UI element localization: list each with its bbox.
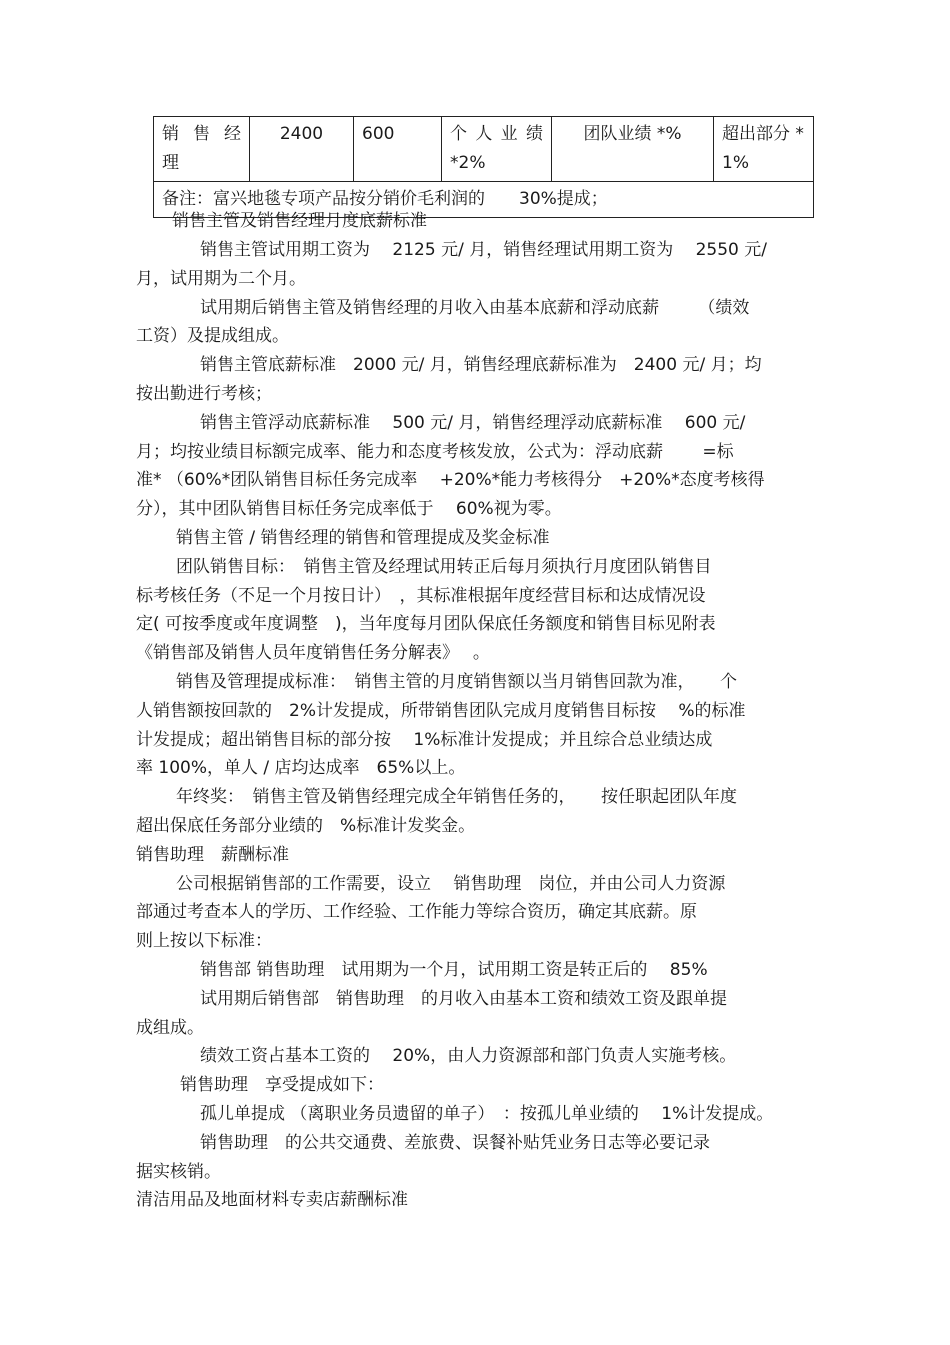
paragraph-line: 销售主管底薪标准 2000 元/ 月，销售经理底薪标准为 2400 元/ 月；均 [200, 355, 762, 375]
paragraph-line: 人销售额按回款的 2%计发提成，所带销售团队完成月度销售目标按 %的标准 [136, 701, 746, 721]
table-row [154, 117, 814, 182]
paragraph-line: 团队销售目标： 销售主管及经理试用转正后每月须执行月度团队销售目 [176, 557, 712, 577]
paragraph-line: 月；均按业绩目标额完成率、能力和态度考核发放，公式为：浮动底薪 =标 [136, 442, 734, 462]
paragraph-line: 销售部 销售助理 试用期为一个月，试用期工资是转正后的 85% [200, 960, 708, 980]
table-cell-base-salary: 2400 [250, 117, 354, 182]
paragraph-line: 公司根据销售部的工作需要，设立 销售助理 岗位，并由公司人力资源 [176, 874, 726, 894]
paragraph-line: 销售主管试用期工资为 2125 元/ 月，销售经理试用期工资为 2550 元/ [200, 240, 768, 260]
paragraph-line: 超出保底任务部分业绩的 %标准计发奖金。 [136, 816, 476, 836]
paragraph-line: 孤儿单提成 （离职业务员遗留的单子） ：按孤儿单业绩的 1%计发提成。 [200, 1104, 774, 1124]
paragraph-line: 试用期后销售主管及销售经理的月收入由基本底薪和浮动底薪 （绩效 [200, 298, 750, 318]
paragraph-line: 月，试用期为二个月。 [136, 269, 306, 289]
paragraph-line: 《销售部及销售人员年度销售任务分解表》 。 [136, 643, 490, 663]
paragraph-line: 销售及管理提成标准： 销售主管的月度销售额以当月销售回款为准， 个 [176, 672, 737, 692]
paragraph-line: 销售助理 的公共交通费、差旅费、误餐补贴凭业务日志等必要记录 [200, 1133, 710, 1153]
salary-table [153, 116, 814, 218]
paragraph-line: 销售助理 享受提成如下： [180, 1075, 384, 1095]
table-cell-floating-salary: 600 [354, 117, 442, 182]
table-cell-position: 销 售 经 理 [154, 117, 250, 182]
heading-commission-bonus: 销售主管 / 销售经理的销售和管理提成及奖金标准 [176, 528, 550, 548]
paragraph-line: 计发提成；超出销售目标的部分按 1%标准计发提成；并且综合总业绩达成 [136, 730, 713, 750]
table-cell-team-commission: 团队业绩 *% [552, 117, 714, 182]
paragraph-line: 率 100%，单人 / 店均达成率 65%以上。 [136, 758, 466, 778]
table-note: 备注：富兴地毯专项产品按分销价毛利润的 30%提成； [154, 182, 814, 218]
paragraph-line: 则上按以下标准： [136, 931, 272, 951]
table-cell-excess-commission: 超出部分 *1% [714, 117, 814, 182]
paragraph-line: 销售主管浮动底薪标准 500 元/ 月，销售经理浮动底薪标准 600 元/ [200, 413, 746, 433]
heading-monthly-base-salary: 销售主管及销售经理月度底薪标准 [172, 211, 427, 231]
paragraph-line: 据实核销。 [136, 1162, 221, 1182]
table-cell-personal-commission: 个 人 业 绩 *2% [442, 117, 552, 182]
paragraph-line: 试用期后销售部 销售助理 的月收入由基本工资和绩效工资及跟单提 [200, 989, 727, 1009]
paragraph-line: 绩效工资占基本工资的 20%，由人力资源部和部门负责人实施考核。 [200, 1046, 737, 1066]
paragraph-line: 定( 可按季度或年度调整 )，当年度每月团队保底任务额度和销售目标见附表 [136, 614, 716, 634]
paragraph-line: 部通过考查本人的学历、工作经验、工作能力等综合资历，确定其底薪。原 [136, 902, 697, 922]
paragraph-line: 工资）及提成组成。 [136, 326, 289, 346]
heading-cleaning-store: 清洁用品及地面材料专卖店薪酬标准 [136, 1190, 408, 1210]
paragraph-line: 按出勤进行考核； [136, 384, 272, 404]
paragraph-line: 准* （60%*团队销售目标任务完成率 +20%*能力考核得分 +20%*态度考核得 [136, 470, 765, 490]
paragraph-line: 成组成。 [136, 1018, 204, 1038]
paragraph-line: 标考核任务（不足一个月按日计） ，其标准根据年度经营目标和达成情况设 [136, 586, 706, 606]
paragraph-line: 年终奖： 销售主管及销售经理完成全年销售任务的， 按任职起团队年度 [176, 787, 737, 807]
paragraph-line: 分），其中团队销售目标任务完成率低于 60%视为零。 [136, 499, 562, 519]
heading-sales-assistant: 销售助理 薪酬标准 [136, 845, 289, 865]
